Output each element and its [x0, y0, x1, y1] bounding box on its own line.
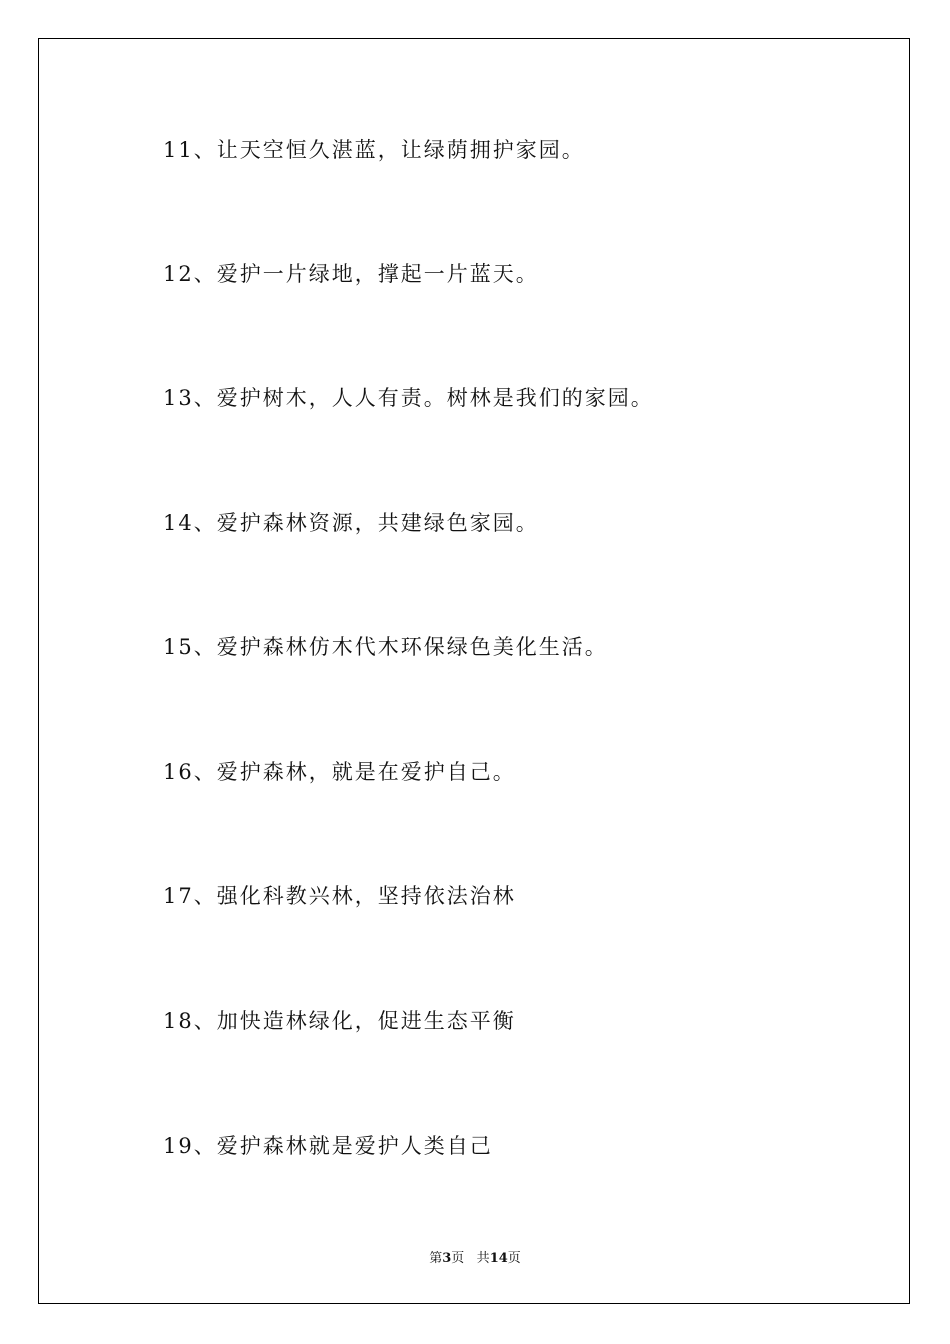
page-footer: [0, 1247, 950, 1266]
page-suffix: 页: [451, 1251, 465, 1266]
total-prefix: 共: [476, 1251, 490, 1266]
slogan-line-11: 11、让天空恒久湛蓝，让绿荫拥护家园。: [163, 138, 585, 162]
slogan-line-16: 16、爱护森林，就是在爱护自己。: [163, 760, 516, 784]
page-border: [38, 38, 910, 1304]
page-prefix: 第: [429, 1251, 443, 1266]
slogan-line-19: 19、爱护森林就是爱护人类自己: [163, 1134, 493, 1158]
page-number: 3: [442, 1251, 452, 1266]
slogan-line-17: 17、强化科教兴林，坚持依法治林: [163, 884, 516, 908]
slogan-line-15: 15、爱护森林仿木代木环保绿色美化生活。: [163, 635, 608, 659]
slogan-line-18: 18、加快造林绿化，促进生态平衡: [163, 1009, 516, 1033]
total-pages: 14: [489, 1251, 508, 1266]
slogan-line-12: 12、爱护一片绿地，撑起一片蓝天。: [163, 262, 539, 286]
slogan-line-14: 14、爱护森林资源，共建绿色家园。: [163, 511, 539, 535]
slogan-line-13: 13、爱护树木，人人有责。树林是我们的家园。: [163, 386, 654, 410]
total-suffix: 页: [507, 1251, 521, 1266]
